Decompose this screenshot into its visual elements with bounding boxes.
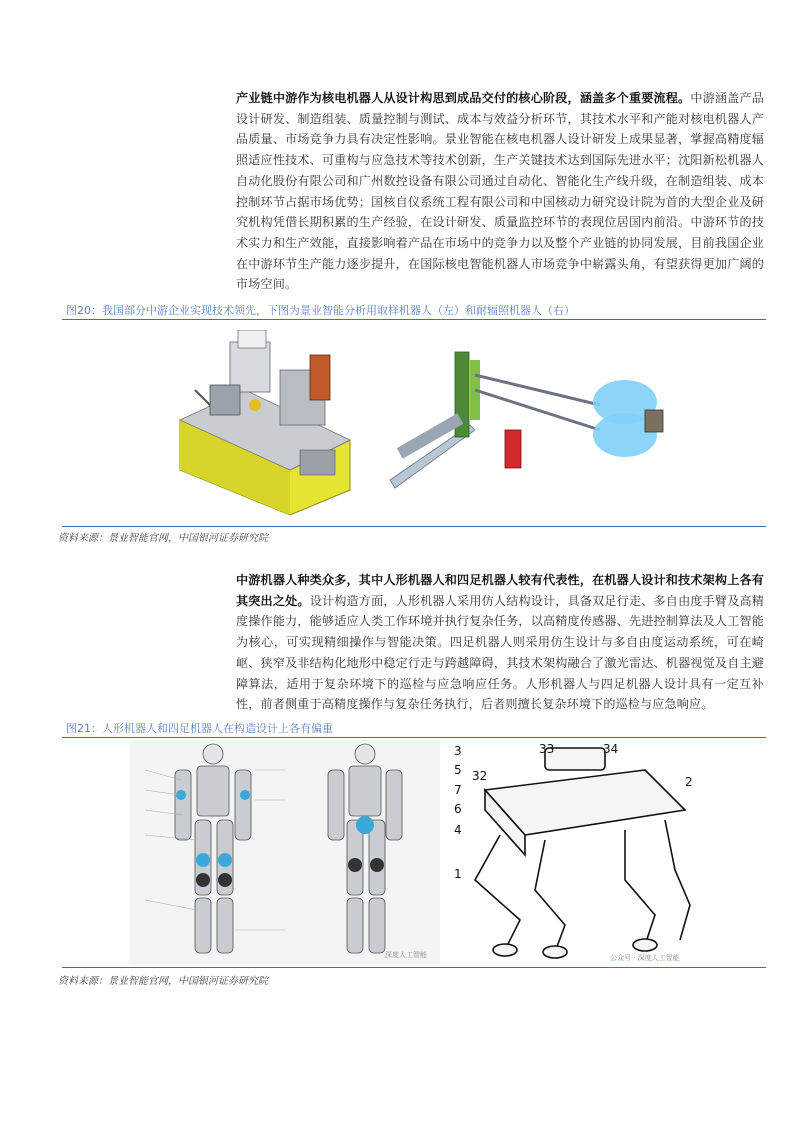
callout-3: 3 [454,744,462,758]
callout-6: 6 [454,802,462,816]
figure-21-title: 图21：人形机器人和四足机器人在构造设计上各有偏重 [66,722,333,735]
quadruped-illustration [475,748,690,958]
paragraph-lead: 产业链中游作为核电机器人从设计构思到成品交付的核心阶段，涵盖多个重要流程。 [236,91,691,105]
callout-34: 34 [603,742,619,756]
callout-4: 4 [454,823,462,837]
callout-33: 33 [539,742,555,756]
figure-20-bottom-rule [62,526,766,527]
paragraph-body: 设计构造方面，人形机器人采用仿人结构设计，具备双足行走、多自由度手臂及高精度操作能力，能够适应人类工作环境并执行复杂任务，以高精度传感器、先进控制算法及人工智能为核心，可实现精细操作与智能决策。四足机器人则采用仿生设计与多自由度运动系统，可在崎岖、狭窄及非结构化地形中稳定行走与跨越障碍，其技术架构融合了激光雷达、机器视觉及自主避障算法，适用于复杂环境下的巡检与应急响应任务。人形机器人与四足机器人设计具有一定互补性，前者侧重于高精度操作与复杂任务执行，后者则擅长复杂环境下的巡检与应急响应。 [236,593,764,712]
figure-21-source: 资料来源：景业智能官网，中国银河证券研究院 [58,976,268,987]
paragraph-body: 中游涵盖产品设计研发、制造组装、质量控制与测试、成本与效益分析环节，其技术水平和产能对核电机器人产品质量、市场竞争力具有决定性影响。景业智能在核电机器人设计研发上成果显著，掌握高精度辐照适应性技术、可重构与应急技术等技术创新，生产关键技术达到国际先进水平；沈阳新松机器人自动化股份有限公司和广州数控设备有限公司通过自动化、智能化生产线升级，在制造组装、成本控制环节占据市场优势；国核自仪系统工程有限公司和中国核动力研究设计院为首的大型企业及研究机构凭借长期积累的生产经验，在设计研发、质量监控环节的表现位居国内前沿。中游环节的技术实力和生产效能，直接影响着产品在市场中的竞争力以及整个产业链的协同发展，目前我国企业在中游环节生产能力逐步提升，在国际核电智能机器人市场竞争中崭露头角，有望获得更加广阔的市场空间。 [236,91,764,292]
callout-32: 32 [472,769,488,783]
intro-paragraph [236,88,764,295]
figure-20-title: 图20：我国部分中游企业实现技术领先，下图为景业智能分析用取样机器人（左）和耐辐照机器人（右） [66,304,575,317]
watermark-left: 深度人工智能 [385,951,427,959]
sampling-robot-illustration [180,330,350,515]
figure-20-source: 资料来源：景业智能官网，中国银河证券研究院 [58,533,268,544]
callout-5: 5 [454,763,462,777]
watermark-right: 公众号 · 深度人工智能 [610,954,680,962]
paragraph-lead: 中游机器人种类众多，其中人形机器人和四足机器人较有代表性，在机器人设计和技术架构上各有其突出之处。 [236,573,764,608]
figure-21-image [125,740,695,966]
robot-types-paragraph [236,570,764,715]
figure-20-top-rule [62,319,766,320]
figure-21-top-rule [62,737,766,738]
radiation-robot-illustration [390,352,663,488]
callout-7: 7 [454,783,462,797]
figure-21-bottom-rule [62,967,766,968]
figure-20-image [170,330,670,520]
callout-2: 2 [685,775,693,789]
callout-1: 1 [454,867,462,881]
